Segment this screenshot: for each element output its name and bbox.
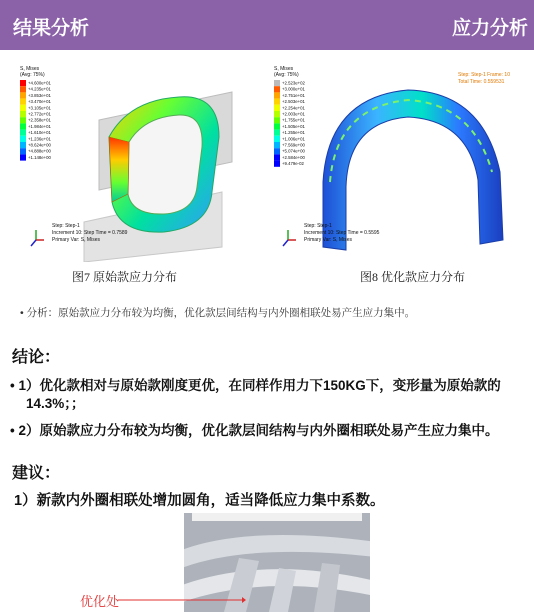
- legend-swatch: [20, 111, 26, 117]
- frame-info: Step: Step-1 Frame: 10: [458, 72, 510, 78]
- conclusion-heading: 结论：: [12, 349, 61, 366]
- primary-var-info: Primary Var: S, Mises: [52, 237, 100, 243]
- legend-title: S, Mises: [274, 66, 294, 72]
- color-legend: [20, 80, 52, 161]
- legend-swatch: [274, 161, 280, 167]
- legend-swatch: [20, 123, 26, 129]
- suggestion-item-1: 1）新款内外圈相联处增加圆角，适当降低应力集中系数。: [14, 493, 385, 509]
- primary-var-info: Primary Var: S, Mises: [304, 237, 352, 243]
- legend-value: +4.888e+00: [28, 148, 51, 154]
- fea-image-optimized: [268, 62, 530, 262]
- tire-inner-opening: [128, 115, 202, 214]
- title-bar: [0, 0, 534, 50]
- legend-value: +1.505e+01: [282, 123, 305, 129]
- analysis-text: • 分析：原始款应力分布较为均衡，优化款层间结构与内外圈相联处易产生应力集中。: [20, 307, 416, 319]
- legend-value: +3.853e+01: [28, 92, 51, 98]
- legend-value: +2.772e+01: [28, 111, 51, 117]
- legend-swatch: [274, 111, 280, 117]
- legend-swatch: [274, 148, 280, 154]
- legend-value: +1.255e+01: [282, 130, 305, 136]
- legend-value: +2.523e+02: [282, 80, 305, 86]
- legend-swatch: [274, 92, 280, 98]
- arch-structure: [323, 90, 503, 250]
- legend-avg: (Avg: 75%): [274, 72, 299, 78]
- pointer-arrow: [118, 596, 246, 604]
- figure-original-stress: [14, 62, 264, 262]
- total-time-info: Total Time: 0.559531: [458, 79, 505, 85]
- conclusion-item-1-cont: 14.3%；；: [26, 396, 85, 411]
- legend-swatch: [20, 142, 26, 148]
- legend-swatch: [274, 80, 280, 86]
- legend-swatch: [274, 86, 280, 92]
- legend-value: +2.254e+01: [282, 105, 305, 111]
- step-info: Step: Step-1: [52, 223, 80, 229]
- legend-value: +7.569e+00: [282, 142, 305, 148]
- optimized-region-label: 优化处: [80, 594, 120, 609]
- legend-value: +4.600e+01: [28, 80, 51, 86]
- legend-swatch: [20, 117, 26, 123]
- legend-value: +4.235e+01: [28, 86, 51, 92]
- legend-swatch: [20, 99, 26, 105]
- legend-swatch: [274, 142, 280, 148]
- legend-swatch: [20, 92, 26, 98]
- figure-optimized-stress: [268, 62, 530, 262]
- section-title: 结果分析: [13, 18, 90, 39]
- tire-side-wall: [109, 137, 129, 202]
- legend-value: +2.358e+01: [28, 117, 51, 123]
- legend-swatch: [274, 99, 280, 105]
- legend-value: +5.074e+00: [282, 148, 305, 154]
- legend-swatch: [20, 105, 26, 111]
- legend-value: +1.006e+01: [282, 136, 305, 142]
- legend-swatch: [20, 130, 26, 136]
- conclusion-item-1: • 1）优化款相对与原始款刚度更优，在同样作用力下150KG下，变形量为原始款的: [10, 378, 501, 393]
- legend-value: +2.751e+01: [282, 92, 305, 98]
- step-info: Step: Step-1: [304, 223, 332, 229]
- legend-swatch: [20, 80, 26, 86]
- color-legend: [274, 80, 306, 167]
- legend-swatch: [274, 105, 280, 111]
- legend-value: +3.105e+01: [28, 105, 51, 111]
- topic-title: 应力分析: [451, 18, 528, 39]
- increment-info: Increment 10: Step Time = 0.7589: [52, 230, 128, 236]
- legend-value: +1.755e+01: [282, 117, 305, 123]
- legend-value: +1.610e+01: [28, 130, 51, 136]
- legend-swatch: [274, 123, 280, 129]
- legend-value: +3.000e+01: [282, 86, 305, 92]
- legend-swatch: [274, 136, 280, 142]
- figure-7-caption: 图7 原始款应力分布: [72, 270, 178, 284]
- legend-value: +2.503e+01: [282, 99, 305, 105]
- legend-swatch: [20, 148, 26, 154]
- legend-value: +1.984e+01: [28, 123, 51, 129]
- legend-value: +9.479e-02: [282, 161, 304, 167]
- legend-swatch: [20, 154, 26, 160]
- legend-value: +3.470e+01: [28, 99, 51, 105]
- legend-value: +1.148e+00: [28, 154, 51, 160]
- legend-value: +8.624e+00: [28, 142, 51, 148]
- figure-8-caption: 图8 优化款应力分布: [360, 270, 466, 284]
- legend-swatch: [20, 136, 26, 142]
- fea-image-original: [14, 62, 264, 262]
- conclusion-item-2: • 2）原始款应力分布较为均衡，优化款层间结构与内外圈相联处易产生应力集中。: [10, 423, 499, 438]
- legend-swatch: [274, 130, 280, 136]
- legend-swatch: [274, 117, 280, 123]
- legend-swatch: [274, 154, 280, 160]
- legend-swatch: [20, 86, 26, 92]
- legend-value: +1.236e+01: [28, 136, 51, 142]
- legend-avg: (Avg: 75%): [20, 72, 45, 78]
- increment-info: Increment 10: Step Time = 0.5595: [304, 230, 380, 236]
- legend-value: +2.584e+00: [282, 154, 305, 160]
- suggestion-heading: 建议：: [12, 465, 61, 482]
- legend-title: S, Mises: [20, 66, 40, 72]
- legend-value: +2.003e+01: [282, 111, 305, 117]
